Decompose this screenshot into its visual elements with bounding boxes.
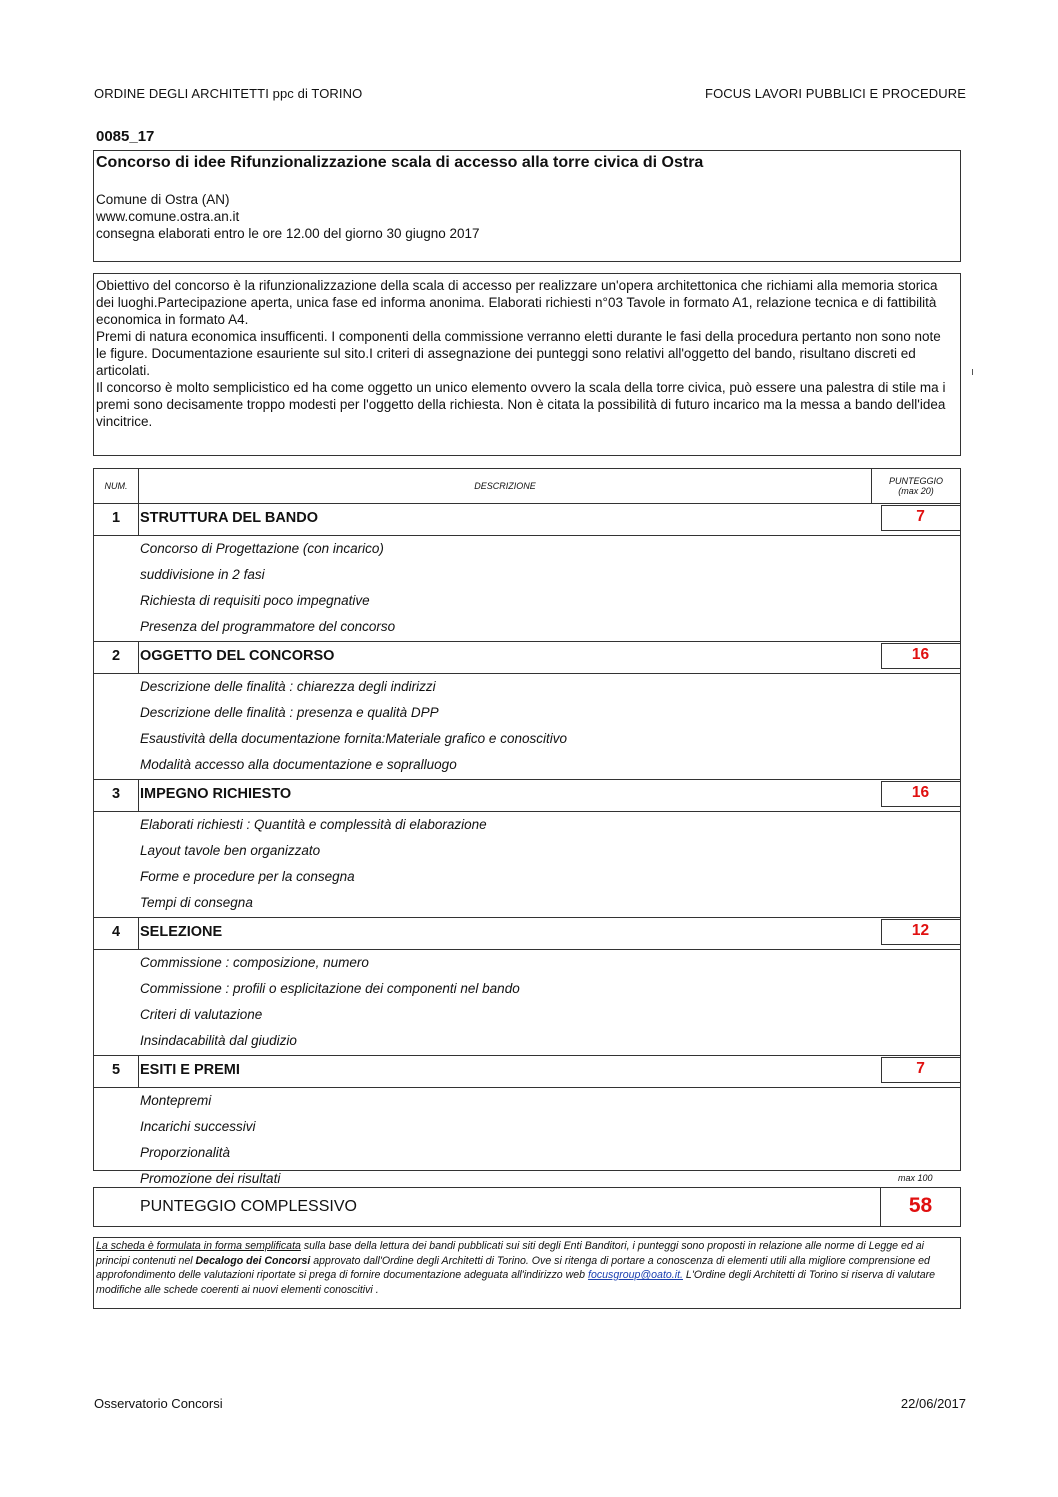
column-header-score	[872, 469, 960, 503]
num-divider	[138, 917, 139, 949]
section-number: 3	[111, 786, 121, 802]
section-number: 5	[111, 1062, 121, 1078]
disclaimer-text	[96, 1239, 957, 1297]
footer-left: Osservatorio Concorsi	[94, 1396, 223, 1411]
total-label: PUNTEGGIO COMPLESSIVO	[140, 1198, 357, 1215]
section-number: 2	[111, 648, 121, 664]
criteria-item: Insindacabilità dal giudizio	[140, 1033, 297, 1048]
criteria-item: Concorso di Progettazione (con incarico)	[140, 541, 384, 556]
criteria-item: Elaborati richiesti : Quantità e complessità di elaborazione	[140, 817, 487, 832]
header-left: ORDINE DEGLI ARCHITETTI ppc di TORINO	[94, 86, 363, 101]
criteria-item: Criteri di valutazione	[140, 1007, 263, 1022]
objective-paragraph-3: Il concorso è molto semplicistico ed ha come oggetto un unico elemento ovvero la scala della torre civica, può essere una palestra di stile ma i premi sono decisamente troppo modesti per l'oggetto della richiesta. Non è citata la possibilità di futuro incarico ma la messa a bando dell'idea vincitrice.	[96, 380, 946, 429]
column-header-description: DESCRIZIONE	[474, 481, 536, 491]
info-deadline: consegna elaborati entro le ore 12.00 del giorno 30 giugno 2017	[96, 226, 480, 241]
section-title: ESITI E PREMI	[140, 1062, 240, 1078]
header-right: FOCUS LAVORI PUBBLICI E PROCEDURE	[705, 86, 966, 101]
num-divider	[138, 779, 139, 811]
section-score: 12	[911, 922, 930, 939]
section-rule	[94, 1055, 960, 1056]
criteria-item: Richiesta di requisiti poco impegnative	[140, 593, 370, 608]
total-box	[93, 1187, 961, 1227]
objective-box	[93, 273, 961, 456]
criteria-item: Descrizione delle finalità : chiarezza degli indirizzi	[140, 679, 436, 694]
criteria-item: Layout tavole ben organizzato	[140, 843, 321, 858]
criteria-item: Descrizione delle finalità : presenza e qualità DPP	[140, 705, 439, 720]
section-score: 16	[911, 784, 930, 801]
num-divider	[138, 503, 139, 535]
margin-tick	[972, 369, 973, 375]
criteria-item: Commissione : composizione, numero	[140, 955, 369, 970]
criteria-item: Modalità accesso alla documentazione e sopralluogo	[140, 757, 457, 772]
info-website[interactable]: www.comune.ostra.an.it	[96, 209, 240, 224]
section-number: 1	[111, 510, 121, 526]
objective-text	[96, 277, 952, 430]
criteria-item: Montepremi	[140, 1093, 212, 1108]
section-rule	[94, 535, 960, 536]
page-title: Concorso di idee Rifunzionalizzazione scala di accesso alla torre civica di Ostra	[96, 154, 704, 171]
column-header-num: NUM.	[104, 481, 128, 491]
header-divider	[871, 469, 872, 503]
criteria-item: Presenza del programmatore del concorso	[140, 619, 396, 634]
disclaimer-bold: Decalogo dei Concorsi	[195, 1254, 311, 1267]
criteria-item: Promozione dei risultati	[140, 1171, 281, 1186]
objective-paragraph-1: Obiettivo del concorso è la rifunzionalizzazione della scala di accesso per realizzare un'opera architettonica che richiami alla memoria storica dei luoghi.Partecipazione aperta, unica fase ed informa anonima. Elaborati richiesti n°03 Tavole in formato A1, relazione tecnica e di fattibilità economica in formato A4.	[96, 278, 938, 327]
num-divider	[138, 1055, 139, 1087]
disclaimer-part-1: sulla base della lettura dei bandi pubblicati sui siti degli Enti Banditori, i punteggi sono proposti in relazione alle norme di Legge ed ai principi contenuti nel	[96, 1240, 924, 1267]
email-link[interactable]: focusgroup@oato.it.	[588, 1269, 683, 1281]
objective-paragraph-2: Premi di natura economica insufficenti. I componenti della commissione verranno eletti durante le fasi della procedura pertanto non sono note le figure. Documentazione esauriente sul sito.I criteri di assegnazione dei punteggi sono relativi all'oggetto del bando, risultano discreti ed articolati.	[96, 329, 941, 378]
criteria-item: suddivisione in 2 fasi	[140, 567, 265, 582]
header-rule	[94, 503, 960, 504]
competition-info	[96, 191, 480, 242]
criteria-item: Proporzionalità	[140, 1145, 231, 1160]
column-header-score-max: (max 20)	[898, 486, 934, 496]
section-title: SELEZIONE	[140, 924, 223, 940]
disclaimer-part-3: L'Ordine degli Architetti di Torino si riserva di valutare modifiche alle schede coerenti ai nuovi elementi conoscitivi .	[96, 1269, 936, 1296]
max-total-label: max 100	[898, 1173, 933, 1183]
section-rule	[94, 1087, 960, 1088]
section-rule	[94, 673, 960, 674]
disclaimer-underlined: La scheda è formulata in forma semplificata	[96, 1240, 301, 1252]
header-divider	[138, 469, 139, 503]
section-title: IMPEGNO RICHIESTO	[140, 786, 292, 802]
section-number: 4	[111, 924, 121, 940]
criteria-item: Commissione : profili o esplicitazione dei componenti nel bando	[140, 981, 520, 996]
total-score: 58	[908, 1194, 933, 1217]
info-organizer: Comune di Ostra (AN)	[96, 192, 230, 207]
num-divider	[138, 641, 139, 673]
section-rule	[94, 949, 960, 950]
section-score: 7	[916, 508, 925, 525]
criteria-item: Incarichi successivi	[140, 1119, 256, 1134]
disclaimer-part-2: approvato dall'Ordine degli Architetti di Torino. Ove si ritenga di portare a conoscenza di elementi utili alla migliore comprensione ed approfondimento delle valutazioni riportate si prega di fornire documentazione adeguata all'indirizzo web	[96, 1254, 930, 1281]
disclaimer-box	[93, 1237, 961, 1309]
criteria-item: Tempi di consegna	[140, 895, 253, 910]
criteria-item: Esaustività della documentazione fornita:Materiale grafico e conoscitivo	[140, 731, 567, 746]
footer-right: 22/06/2017	[900, 1396, 966, 1411]
title-box	[93, 150, 961, 262]
section-score: 16	[911, 646, 930, 663]
criteria-item: Forme e procedure per la consegna	[140, 869, 355, 884]
column-header-score-label: PUNTEGGIO	[888, 476, 943, 486]
section-title: OGGETTO DEL CONCORSO	[140, 648, 335, 664]
section-title: STRUTTURA DEL BANDO	[140, 510, 319, 526]
section-rule	[94, 779, 960, 780]
document-code: 0085_17	[96, 128, 155, 145]
section-score: 7	[916, 1060, 925, 1077]
section-rule	[94, 811, 960, 812]
section-rule	[94, 641, 960, 642]
section-rule	[94, 917, 960, 918]
